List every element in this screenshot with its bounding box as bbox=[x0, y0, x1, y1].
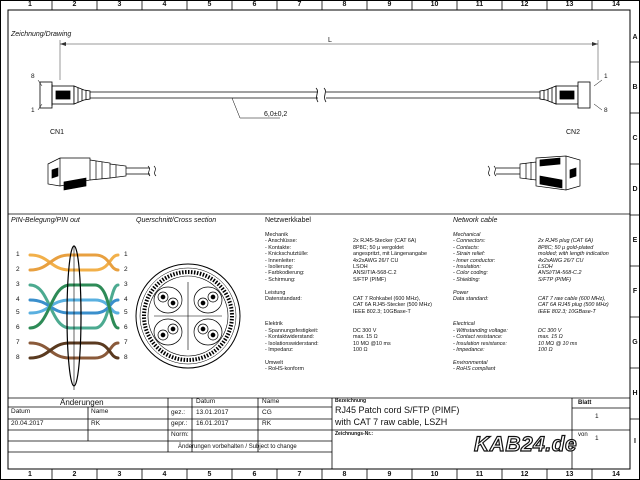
spec-key: - Innenleiter: bbox=[265, 257, 295, 264]
spec-key: - Contacts: bbox=[453, 244, 480, 251]
spec-key: - Kontakte: bbox=[265, 244, 292, 251]
changes-heading: Änderungen bbox=[60, 398, 104, 407]
block-datum-header: Datum bbox=[196, 398, 216, 405]
grid-num: 13 bbox=[565, 1, 574, 8]
description-line-2: with CAT 7 raw cable, LSZH bbox=[335, 417, 448, 427]
spec-value: IEEE 802.3; 10GBase-T bbox=[353, 308, 411, 315]
pin-number: 1 bbox=[124, 251, 128, 258]
pin-number: 8 bbox=[124, 354, 128, 361]
length-label: L bbox=[328, 37, 332, 44]
spec-value: LSOH bbox=[538, 263, 553, 270]
spec-key: - Spannungsfestigkeit: bbox=[265, 327, 319, 334]
spec-heading: Umwelt bbox=[265, 359, 283, 366]
change-date: 20.04.2017 bbox=[11, 420, 44, 427]
spec-value: ANSI/TIA-568-C.2 bbox=[538, 270, 582, 277]
grid-num: 8 bbox=[342, 471, 347, 478]
bezeichnung-label: Bezeichnung bbox=[335, 398, 367, 404]
spec-value: 10 MΩ @ 10 ms bbox=[538, 340, 578, 347]
gez-label: gez.: bbox=[171, 409, 186, 416]
block-name-header: Name bbox=[262, 398, 280, 405]
spec-key: - Knickschutztülle: bbox=[265, 251, 309, 258]
spec-key: - Connectors: bbox=[453, 238, 486, 245]
of-label: von bbox=[578, 432, 588, 438]
spec-row bbox=[453, 309, 628, 315]
gepr-date: 16.01.2017 bbox=[196, 420, 229, 427]
grid-letter: F bbox=[632, 288, 638, 295]
spec-row: - RoHS-konform bbox=[265, 366, 304, 373]
grid-num: 14 bbox=[612, 1, 620, 8]
spec-key: - Kontaktwiderstand: bbox=[265, 334, 315, 341]
grid-num: 2 bbox=[72, 1, 77, 8]
spec-key: - Color coding: bbox=[453, 270, 489, 277]
grid-num: 7 bbox=[297, 471, 302, 478]
spec-value: 8P8C; 50 µ vergoldet bbox=[353, 244, 404, 251]
spec-row: - RoHS compliant bbox=[453, 366, 496, 373]
grid-num: 11 bbox=[475, 471, 484, 478]
gez-name: CG bbox=[262, 409, 272, 416]
logo-text: KAB24.de bbox=[474, 433, 578, 456]
drawing-title: Zeichnung/Drawing bbox=[11, 31, 72, 38]
grid-letter: E bbox=[632, 237, 638, 244]
spec-value: CAT 7 Rohkabel (600 MHz), bbox=[353, 295, 421, 302]
pin-number: 2 bbox=[124, 266, 128, 273]
spec-value: 2x RJ45-Stecker (CAT 6A) bbox=[353, 238, 417, 245]
grid-letter: B bbox=[632, 84, 638, 91]
grid-num: 12 bbox=[520, 1, 529, 8]
pin-number: 6 bbox=[16, 324, 20, 331]
pin-number: 7 bbox=[16, 339, 20, 346]
spec-value: 100 Ω bbox=[353, 347, 368, 354]
pin-label: 1 bbox=[604, 73, 608, 80]
grid-num: 8 bbox=[342, 1, 347, 8]
spec-key: - Insulation: bbox=[453, 263, 481, 270]
pin-number: 3 bbox=[124, 281, 128, 288]
gez-date: 13.01.2017 bbox=[196, 409, 229, 416]
spec-heading: Leistung bbox=[265, 289, 286, 296]
change-name: RK bbox=[91, 420, 101, 427]
grid-letter: G bbox=[632, 339, 638, 346]
spec-key: Data standard: bbox=[453, 295, 489, 302]
grid-num: 4 bbox=[162, 471, 167, 478]
cn2-label: CN2 bbox=[566, 129, 581, 136]
spec-value: max. 15 Ω bbox=[353, 334, 378, 341]
grid-num: 11 bbox=[475, 1, 484, 8]
changes-datum-header: Datum bbox=[11, 408, 31, 415]
spec-key: - Inner conductor: bbox=[453, 257, 496, 264]
grid-num: 1 bbox=[28, 1, 32, 8]
grid-num: 3 bbox=[117, 1, 122, 8]
spec-heading: Environmental bbox=[453, 359, 488, 366]
spec-key: - Anschlüsse: bbox=[265, 238, 298, 245]
grid-num: 4 bbox=[162, 1, 167, 8]
spec-key: - Farbkodierung: bbox=[265, 270, 305, 277]
spec-heading: Power bbox=[453, 289, 469, 296]
spec-value: 10 MΩ @10 ms bbox=[353, 340, 391, 347]
spec-german bbox=[265, 232, 445, 373]
grid-letter: A bbox=[632, 34, 638, 41]
grid-num: 10 bbox=[430, 471, 439, 478]
spec-key: - Schirmung: bbox=[265, 276, 296, 283]
spec-value: ANSI/TIA-568-C.2 bbox=[353, 270, 397, 277]
grid-num: 9 bbox=[387, 471, 392, 478]
pin-number: 2 bbox=[16, 266, 20, 273]
spec-value: IEEE 802.3; 10GBase-T bbox=[538, 308, 596, 315]
description-line-1: RJ45 Patch cord S/FTP (PIMF) bbox=[335, 405, 460, 415]
network-cable-title: Network cable bbox=[453, 217, 498, 224]
spec-heading: Electrical bbox=[453, 321, 475, 328]
spec-value: S/FTP (PIMF) bbox=[538, 276, 572, 283]
spec-key: - Insulation resistance: bbox=[453, 340, 507, 347]
grid-num: 14 bbox=[612, 471, 620, 478]
grid-num: 1 bbox=[28, 471, 32, 478]
changes-name-header: Name bbox=[91, 408, 109, 415]
spec-key: - Isolierung: bbox=[265, 263, 294, 270]
pin-number: 3 bbox=[16, 281, 20, 288]
spec-key: Datenstandard: bbox=[265, 295, 302, 302]
grid-num: 12 bbox=[520, 471, 529, 478]
grid-num: 5 bbox=[207, 1, 212, 8]
cross-section-diagram bbox=[136, 264, 240, 368]
pin-label: 8 bbox=[31, 73, 35, 80]
spec-row bbox=[265, 309, 445, 315]
pin-number: 7 bbox=[124, 339, 128, 346]
spec-key: - Contact resistance: bbox=[453, 334, 503, 341]
subject-to-change: Änderungen vorbehalten / Subject to change bbox=[178, 444, 297, 450]
tolerance-label: 6,0±0,2 bbox=[264, 111, 288, 118]
of-value: 1 bbox=[595, 435, 599, 442]
pin-number: 1 bbox=[16, 251, 20, 258]
pin-label: 1 bbox=[31, 107, 35, 114]
spec-key: - Strain relief: bbox=[453, 251, 486, 258]
spec-heading: Mechanik bbox=[265, 232, 289, 238]
pin-number: 5 bbox=[16, 309, 20, 316]
spec-value: CAT 7 raw cable (600 MHz), bbox=[538, 295, 606, 302]
grid-num: 3 bbox=[117, 471, 122, 478]
spec-row bbox=[453, 347, 628, 353]
pin-number: 6 bbox=[124, 324, 128, 331]
connector-cn1 bbox=[40, 82, 90, 108]
grid-num: 5 bbox=[207, 471, 212, 478]
pin-number: 5 bbox=[124, 309, 128, 316]
plug-perspective-right bbox=[488, 156, 580, 190]
kab24-logo bbox=[474, 433, 578, 458]
drawing-number-label: Zeichnungs-Nr.: bbox=[335, 431, 374, 437]
grid-letter: I bbox=[634, 438, 636, 445]
grid-num: 2 bbox=[72, 471, 77, 478]
grid-letter: H bbox=[632, 390, 638, 397]
spec-key: - Impedanz: bbox=[265, 347, 294, 354]
spec-row bbox=[453, 277, 628, 283]
grid-num: 10 bbox=[430, 1, 439, 8]
pinout-title: PIN-Belegung/PIN out bbox=[11, 217, 80, 224]
spec-value: 4x2xAWG 26/7 CU bbox=[353, 257, 399, 264]
spec-value: DC 300 V bbox=[353, 327, 377, 334]
spec-english bbox=[453, 232, 628, 373]
grid-num: 9 bbox=[387, 1, 392, 8]
sheet-value: 1 bbox=[595, 413, 599, 420]
grid-num: 7 bbox=[297, 1, 302, 8]
cross-section-title: Querschnitt/Cross section bbox=[136, 217, 217, 224]
grid-num: 13 bbox=[565, 471, 574, 478]
spec-key: - Impedance: bbox=[453, 347, 485, 354]
spec-value: CAT 6A RJ45 plug (500 MHz) bbox=[538, 302, 609, 309]
spec-heading: Mechanical bbox=[453, 232, 481, 238]
grid-letter: D bbox=[632, 186, 638, 193]
spec-key: - Withstanding voltage: bbox=[453, 327, 508, 334]
cn1-label: CN1 bbox=[50, 129, 65, 136]
spec-value: S/FTP (PIMF) bbox=[353, 276, 387, 283]
spec-value: DC 300 V bbox=[538, 327, 562, 334]
sheet-label: Blatt bbox=[578, 400, 592, 406]
grid-num: 6 bbox=[252, 471, 257, 478]
spec-value: 2x RJ45 plug (CAT 6A) bbox=[538, 238, 594, 245]
pin-number: 4 bbox=[16, 296, 20, 303]
spec-value: 8P8C; 50 µ gold-plated bbox=[538, 244, 594, 251]
gepr-label: gepr.: bbox=[171, 420, 188, 427]
spec-row bbox=[265, 347, 445, 353]
spec-key: - Shielding: bbox=[453, 276, 480, 283]
spec-value: CAT 6A RJ45-Stecker (500 MHz) bbox=[353, 302, 432, 309]
spec-row bbox=[265, 277, 445, 283]
spec-value: 4x2xAWG 26/7 CU bbox=[538, 257, 584, 264]
grid-num: 6 bbox=[252, 1, 257, 8]
connector-cn2 bbox=[540, 82, 590, 108]
gepr-name: RK bbox=[262, 420, 272, 427]
pin-number: 4 bbox=[124, 296, 128, 303]
spec-value: angespritzt, mit Längenangabe bbox=[353, 251, 428, 258]
plug-perspective-left bbox=[48, 158, 156, 190]
pin-number: 8 bbox=[16, 354, 20, 361]
spec-value: molded; with length indication bbox=[538, 251, 609, 258]
spec-value: LSOH bbox=[353, 263, 368, 270]
norm-label: Norm: bbox=[171, 431, 189, 438]
grid-letter: C bbox=[632, 135, 638, 142]
spec-heading: Elektrik bbox=[265, 321, 283, 328]
spec-value: max. 15 Ω bbox=[538, 334, 563, 341]
netzwerkkabel-title: Netzwerkkabel bbox=[265, 217, 311, 224]
spec-value: 100 Ω bbox=[538, 347, 553, 354]
pin-label: 8 bbox=[604, 107, 608, 114]
spec-key: - Isolationswiderstand: bbox=[265, 340, 319, 347]
